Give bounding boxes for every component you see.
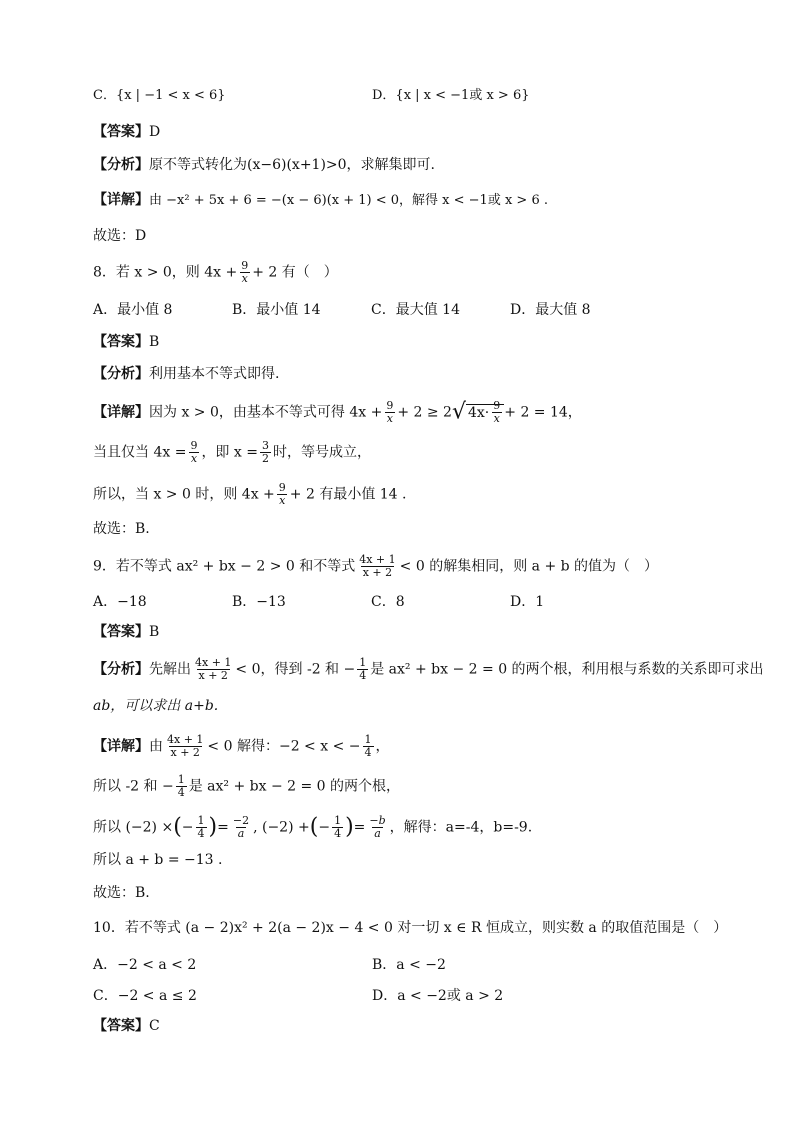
q9-option-c: C．8 xyxy=(371,594,405,610)
q8-detail-row xyxy=(93,400,582,425)
fraction-9-over-x: $\frac{9}{x}$ xyxy=(386,399,394,425)
detail-row xyxy=(93,190,548,211)
question-8-stem xyxy=(93,260,338,285)
fraction-1-over-4: $\frac{1}{4}$ xyxy=(334,814,342,840)
fraction-negb-over-a: $\frac{-b}{a}$ xyxy=(369,814,386,840)
q9-analysis-line2: ab，可以求出 a+b. xyxy=(93,698,219,714)
q9-roots-line: 所以 -2 和 − $\frac{1}{4}$ 是 ax² + bx − 2 = 0 的两个根， xyxy=(93,773,401,799)
q9-option-a: A．−18 xyxy=(93,594,147,610)
q8-choose-line: 故选：B. xyxy=(93,521,150,537)
q9-answer-row xyxy=(93,622,159,642)
q9-analysis-row: 【分析】先解出 $\frac{4x + 1}{x + 2}$ < 0，得到 -2 和 − $\frac{1}{4}$ 是 ax² + bx − 2 = 0 的两个根，利用根与系数的关系即可求出 xyxy=(93,656,764,682)
q8-equality-line: 当且仅当 4x = $\frac{9}{x}$ ，即 x = $\frac{3}{2}$ 时，等号成立， xyxy=(93,439,371,465)
detail-mid: + 2 ≥ 2 xyxy=(397,404,452,421)
q10-option-d: D．a < −2或 a > 2 xyxy=(372,988,504,1004)
answer-value: B xyxy=(149,624,160,640)
answer-tag: 【答案】 xyxy=(93,334,149,350)
q8-answer-row xyxy=(93,332,159,352)
fraction-9-over-x: $\frac{9}{x}$ xyxy=(278,481,286,507)
fraction-3-over-2: $\frac{3}{2}$ xyxy=(261,439,269,465)
answer-tag: 【答案】 xyxy=(93,624,149,640)
fraction-1-over-4: $\frac{1}{4}$ xyxy=(197,814,205,840)
fraction-1-over-4: $\frac{1}{4}$ xyxy=(177,773,185,799)
analysis-row xyxy=(93,155,435,175)
sqrt-body: 4x· $\frac{9}{x}$ xyxy=(466,404,504,421)
detail-text: 由 −x² + 5x + 6 = −(x − 6)(x + 1) < 0，解得 x < −1或 x > 6 . xyxy=(149,193,548,208)
question-9-stem: 9．若不等式 ax² + bx − 2 > 0 和不等式 $\frac{4x + 1}{x + 2}$ < 0 的解集相同，则 a + b 的值为（ ） xyxy=(93,553,659,579)
fraction-1-over-4: $\frac{1}{4}$ xyxy=(364,733,372,759)
answer-value: D xyxy=(149,124,161,140)
question-10-stem: 10．若不等式 (a − 2)x² + 2(a − 2)x − 4 < 0 对一切 x ∈ R 恒成立，则实数 a 的取值范围是（ ） xyxy=(93,920,728,936)
detail-post: + 2 = 14， xyxy=(504,404,582,421)
answer-row xyxy=(93,122,160,142)
q8-stem-post: + 2 有（ ） xyxy=(252,264,338,281)
q9-vieta-line: 所以 (−2) ×(− $\frac{1}{4}$ )= $\frac{-2}{a}$ , (−2) +(− $\frac{1}{4}$ )= $\frac{-b}{a}$ ，解得：a=-4，b=-9. xyxy=(93,814,533,840)
fraction-4x1-over-x2: $\frac{4x + 1}{x + 2}$ xyxy=(359,553,396,579)
q8-analysis-row xyxy=(93,364,279,384)
q9-choose-line: 故选：B. xyxy=(93,885,150,901)
q9-option-d: D．1 xyxy=(510,594,545,610)
answer-tag: 【答案】 xyxy=(93,1018,149,1034)
fraction-4x1-over-x2: $\frac{4x + 1}{x + 2}$ xyxy=(167,733,204,759)
detail-tag: 【详解】 xyxy=(93,738,149,755)
q10-option-a: A．−2 < a < 2 xyxy=(93,957,197,973)
q8-conclusion-line: 所以，当 x > 0 时，则 4x + $\frac{9}{x}$ + 2 有最小值 14 . xyxy=(93,481,407,507)
detail-tag: 【详解】 xyxy=(93,192,149,208)
detail-pre: 因为 x > 0，由基本不等式可得 4x + xyxy=(149,404,383,421)
answer-value: B xyxy=(149,334,160,350)
analysis-tag: 【分析】 xyxy=(93,157,149,173)
option-d: D．{x | x < −1或 x > 6} xyxy=(372,88,530,103)
q8-option-d: D．最大值 8 xyxy=(510,302,591,318)
fraction-1-over-4: $\frac{1}{4}$ xyxy=(359,656,367,682)
fraction-neg2-over-a: $\frac{-2}{a}$ xyxy=(232,814,250,840)
analysis-text: 原不等式转化为(x−6)(x+1)>0，求解集即可. xyxy=(149,157,436,173)
analysis-tag: 【分析】 xyxy=(93,661,149,678)
q9-detail-row: 【详解】由 $\frac{4x + 1}{x + 2}$ < 0 解得：−2 < x < − $\frac{1}{4}$ ， xyxy=(93,733,390,759)
q10-option-b: B．a < −2 xyxy=(372,957,446,973)
analysis-text: 利用基本不等式即得. xyxy=(149,366,280,382)
answer-value: C xyxy=(149,1018,160,1034)
sqrt-sign: √ xyxy=(451,399,466,425)
q9-sum-line: 所以 a + b = −13 . xyxy=(93,852,223,868)
q9-option-b: B．−13 xyxy=(232,594,286,610)
q8-option-b: B．最小值 14 xyxy=(232,302,321,318)
q10-option-c: C．−2 < a ≤ 2 xyxy=(93,988,197,1004)
q8-option-c: C．最大值 14 xyxy=(371,302,460,318)
fraction-4x1-over-x2: $\frac{4x + 1}{x + 2}$ xyxy=(195,656,232,682)
q8-option-a: A．最小值 8 xyxy=(93,302,173,318)
choose-line: 故选：D xyxy=(93,228,147,244)
answer-tag: 【答案】 xyxy=(93,124,149,140)
option-c: C．{x | −1 < x < 6} xyxy=(93,88,226,103)
fraction-9-over-x: $\frac{9}{x}$ xyxy=(241,259,249,285)
q10-answer-row xyxy=(93,1016,160,1036)
analysis-tag: 【分析】 xyxy=(93,366,149,382)
q8-stem-pre: 8．若 x > 0，则 4x + xyxy=(93,264,238,281)
fraction-9-over-x: $\frac{9}{x}$ xyxy=(190,439,198,465)
detail-tag: 【详解】 xyxy=(93,404,149,421)
